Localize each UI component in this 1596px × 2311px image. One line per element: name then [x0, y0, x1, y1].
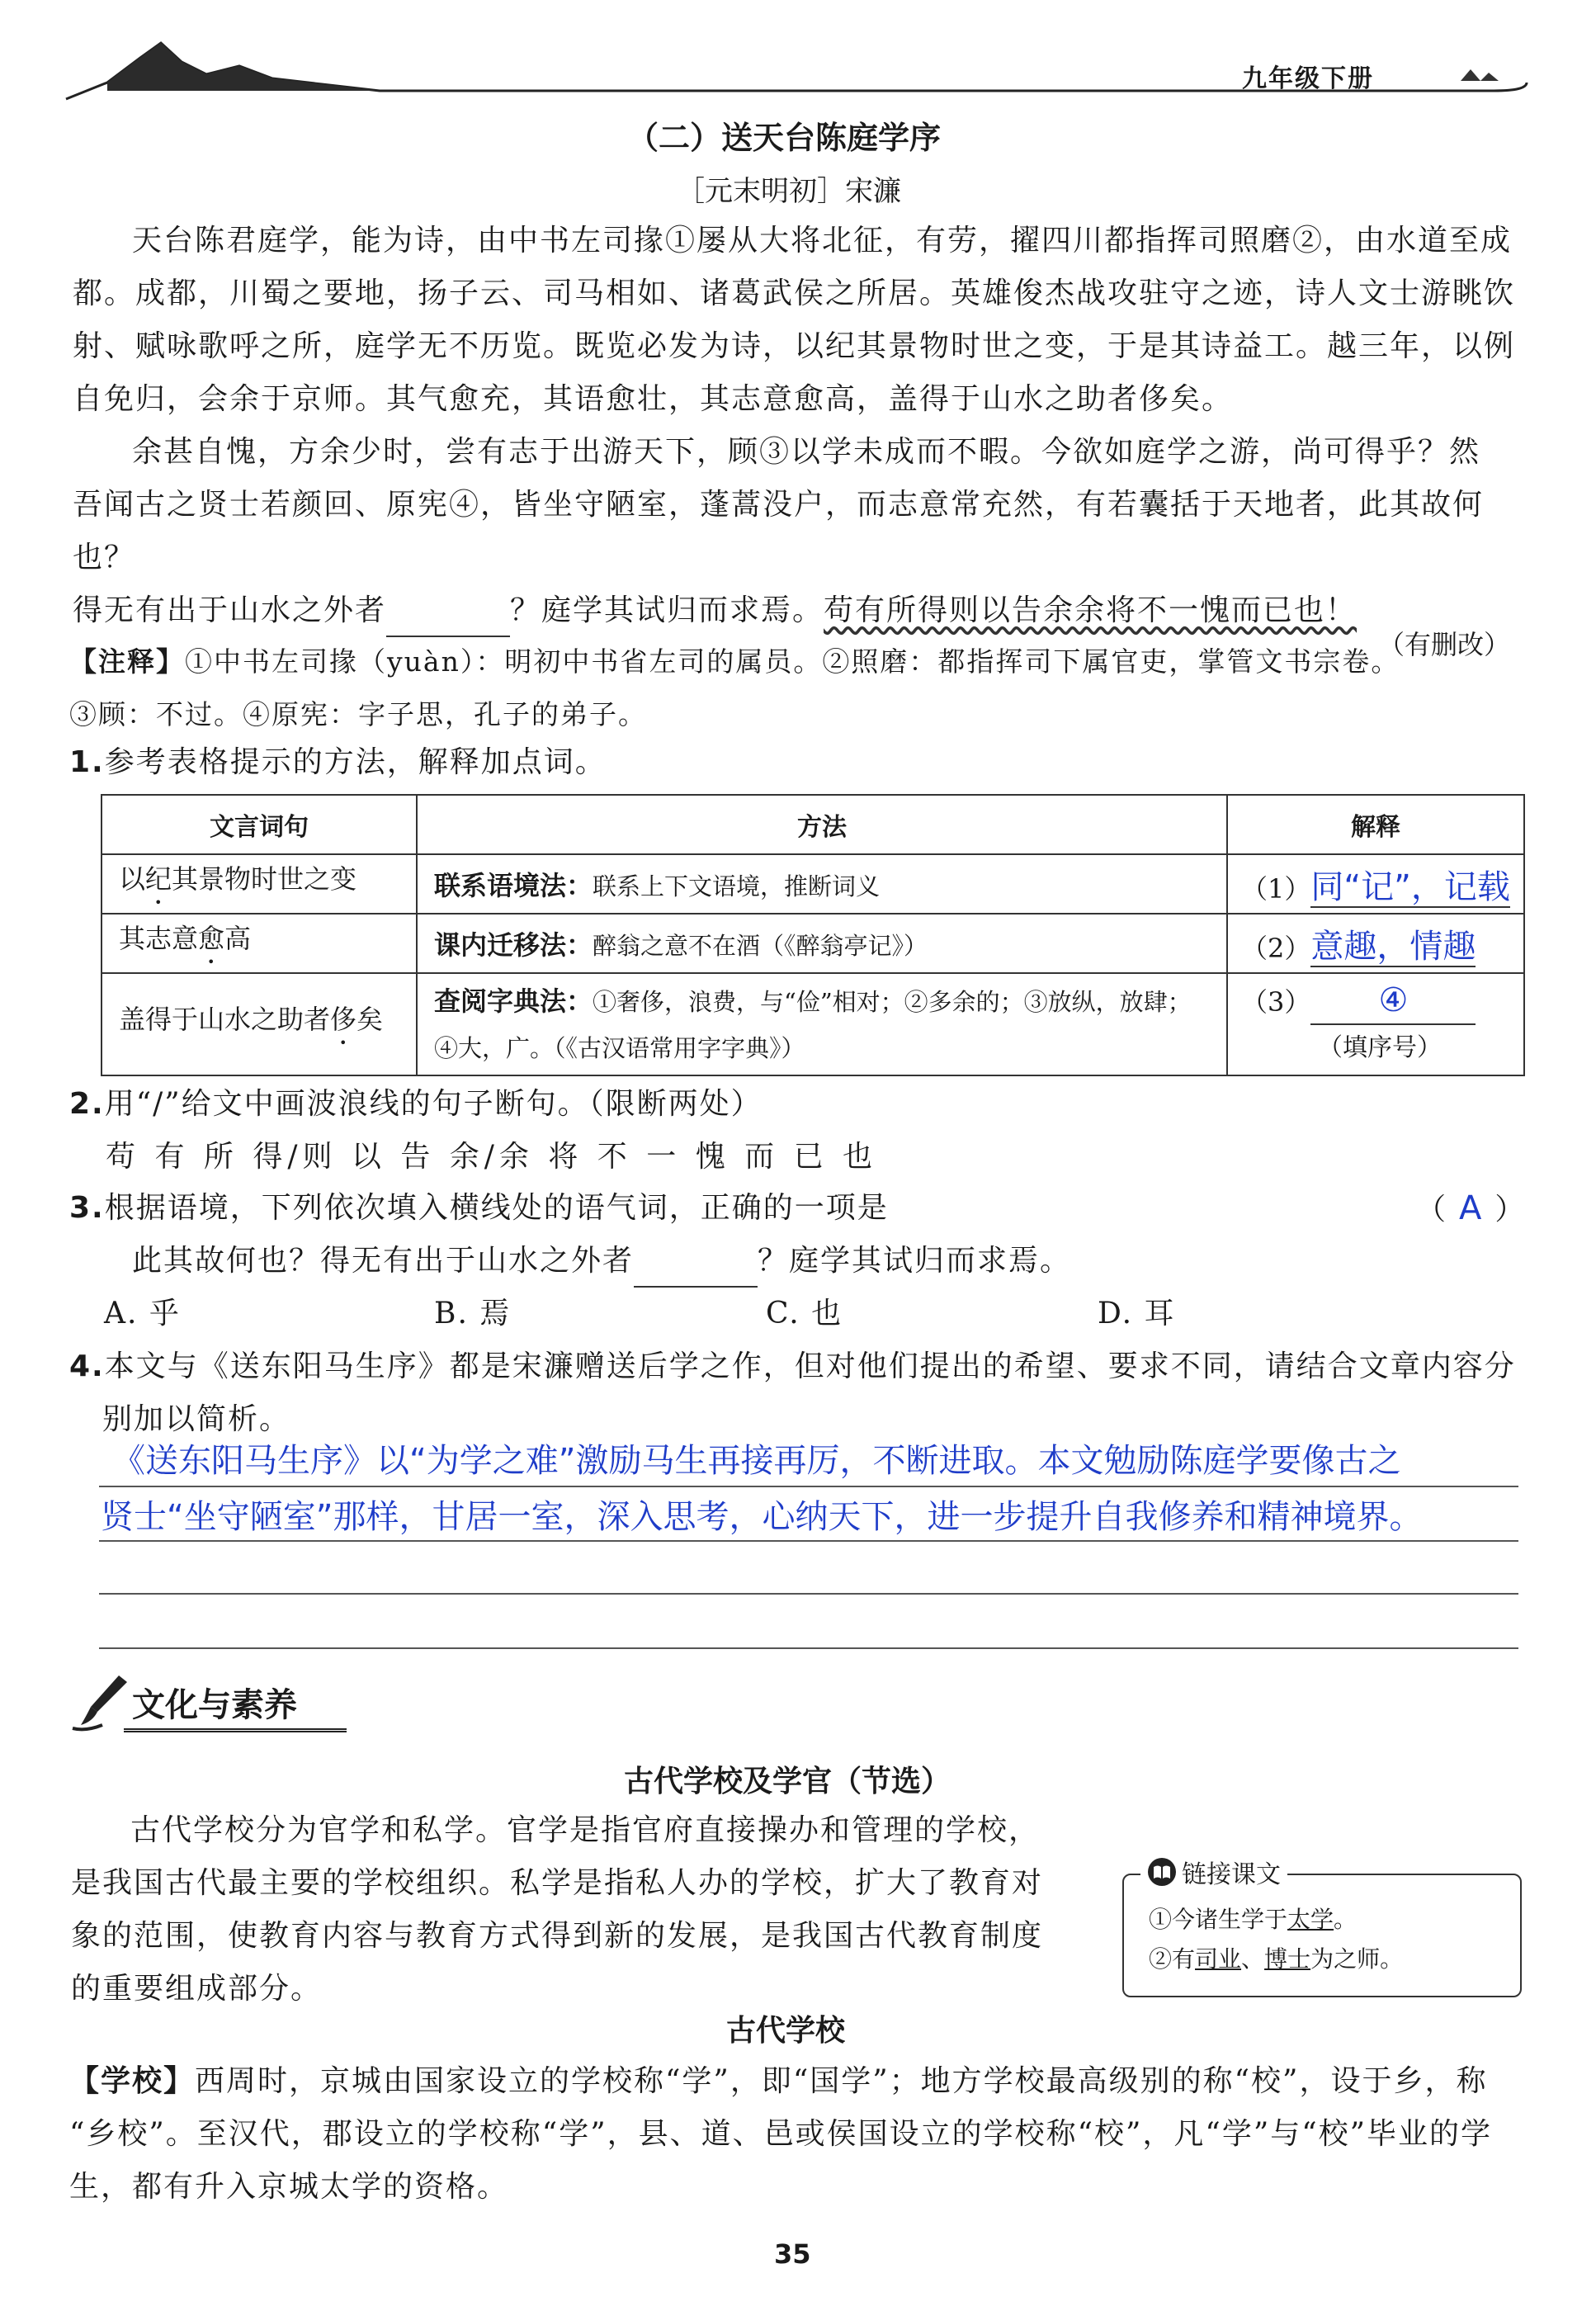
question-4	[69, 1340, 1546, 1446]
method-table	[101, 794, 1525, 1076]
q3-text: 根据语境，下列依次填入横线处的语气词，正确的一项是	[104, 1191, 889, 1225]
para1-line: 天台陈君庭学，能为诗，由中书左司掾①屡从大将北征，有劳，擢四川都指挥司照磨②，由水道至成	[132, 224, 1513, 258]
page-number: 35	[774, 2238, 811, 2270]
table-header-row	[102, 795, 1524, 854]
table-row	[102, 973, 1524, 1075]
para1-line: 射、赋咏歌呼之所，庭学无不历览。既览必发为诗，以纪其景物时世之变，于是其诗益工。越三年，以例	[73, 329, 1516, 363]
q4-text-line-1: 本文与《送东阳马生序》都是宋濂赠送后学之作，但对他们提出的希望、要求不同，请结合文章内容分	[104, 1349, 1516, 1383]
phrase-cell: 盖得于山水之助者侈矣	[102, 973, 417, 1075]
fill-hint: （填序号）	[1318, 1033, 1442, 1062]
col-header: 文言词句	[102, 795, 417, 854]
para2-line: 吾闻古之贤士若颜回、原宪④，皆坐守陋室，蓬蒿没户，而志意常充然，有若囊括于天地者，此其故何也？	[73, 488, 1485, 574]
q3-option-b: B. 焉	[434, 1297, 512, 1330]
answer-cell: （2）意趣，情趣	[1227, 914, 1524, 973]
dotted-word: 纪	[145, 862, 172, 895]
article-paragraph-1	[73, 215, 1542, 426]
q2-number: 2.	[69, 1087, 105, 1121]
col-header: 方法	[417, 795, 1227, 854]
culture-line: 是我国古代最主要的学校组织。私学是指私人办的学校，扩大了教育对	[71, 1866, 1044, 1900]
schools-paragraph	[69, 2055, 1546, 2214]
dotted-word: 侈	[330, 1003, 357, 1035]
q3-sentence: 此其故何也？得无有出于山水之外者 ？庭学其试归而求焉。	[132, 1235, 1071, 1288]
method-cell: 联系语境法：联系上下文语境，推断词义	[417, 854, 1227, 914]
q3-option-a: A. 乎	[104, 1297, 181, 1330]
culture-line: 的重要组成部分。	[71, 1972, 323, 2006]
method-cell: 查阅字典法：①奢侈，浪费，与“俭”相对；②多余的；③放纵，放肆； ④大，广。（《古汉语常用字字典》）	[417, 973, 1227, 1075]
q4-text-line-2: 别加以简析。	[102, 1402, 291, 1436]
article-title: （二）送天台陈庭学序	[627, 120, 942, 156]
method-cell: 课内迁移法：醉翁之意不在酒（《醉翁亭记》）	[417, 914, 1227, 973]
fill-blank	[634, 1258, 758, 1288]
article-author: ［元末明初］宋濂	[677, 175, 901, 208]
schools-line: 生，都有升入京城太学的资格。	[69, 2170, 509, 2204]
phrase-cell: 以纪其景物时世之变	[102, 854, 417, 914]
q1-number: 1.	[69, 745, 105, 779]
link-box-label: 链接课文	[1140, 1854, 1287, 1890]
q3-number: 3.	[69, 1191, 105, 1225]
question-3	[69, 1182, 889, 1235]
fill-blank	[386, 607, 510, 637]
notes-line-2: ③顾：不过。④原宪：字子思，孔子的弟子。	[69, 698, 647, 730]
section-divider	[124, 1728, 347, 1732]
q3-option-d: D. 耳	[1098, 1297, 1176, 1330]
q1-text: 参考表格提示的方法，解释加点词。	[104, 745, 607, 779]
schools-label: 【学校】	[69, 2064, 196, 2098]
book-icon	[1147, 1857, 1177, 1887]
culture-line: 象的范围，使教育内容与教育方式得到新的发展，是我国古代教育制度	[71, 1919, 1044, 1953]
answer-line	[99, 1593, 1518, 1595]
schools-subtitle: 古代学校	[726, 2014, 846, 2048]
link-textbook-box	[1122, 1860, 1522, 1997]
link-line-2: ②有司业、博士为之师。	[1149, 1945, 1404, 1973]
brush-icon	[69, 1671, 135, 1737]
notes-line-1: ①中书左司掾（yuàn）：明初中书省左司的属员。②照磨：都指挥司下属官吏，掌管文书宗卷。	[185, 645, 1400, 678]
abridged-note: （有删改）	[1378, 629, 1511, 660]
grade-label: 九年级下册	[1242, 64, 1374, 93]
handwritten-choice: A	[1459, 1189, 1484, 1227]
answer-line	[99, 1486, 1518, 1487]
para2-text-a: 得无有出于山水之外者	[73, 593, 387, 627]
article-paragraph-2	[73, 426, 1542, 637]
culture-article-title: 古代学校及学官（节选）	[624, 1765, 951, 1798]
question-2	[69, 1078, 763, 1131]
question-1	[69, 736, 607, 789]
table-row	[102, 914, 1524, 973]
q4-number: 4.	[69, 1349, 105, 1383]
answer-cell: （3） ④ （填序号）	[1227, 973, 1524, 1075]
notes	[69, 636, 1546, 741]
answer-line	[99, 1540, 1518, 1542]
answer-line	[99, 1647, 1518, 1649]
phrase-cell: 其志意愈高	[102, 914, 417, 973]
q4-handwritten-answer-line-2: 贤士“坐守陋室”那样，甘居一室，深入思考，心纳天下，进一步提升自我修养和精神境界。	[101, 1498, 1423, 1536]
q3-answer-bracket: （ A ）	[1416, 1189, 1527, 1227]
answer-cell: （1）同“记”，记载	[1227, 854, 1524, 914]
para2-line: 余甚自愧，方余少时，尝有志于出游天下，顾③以学未成而不暇。今欲如庭学之游，尚可得乎？然	[132, 435, 1481, 469]
q2-answer-sentence: 苟 有 所 得/则 以 告 余/余 将 不 一 愧 而 已 也	[106, 1140, 878, 1174]
culture-section-title: 文化与素养	[132, 1686, 297, 1724]
schools-line: 西周时，京城由国家设立的学校称“学”，即“国学”；地方学校最高级别的称“校”，设于乡，称	[195, 2064, 1488, 2098]
col-header: 解释	[1227, 795, 1524, 854]
handwritten-answer: ④	[1310, 977, 1476, 1025]
link-line-1: ①今诸生学于太学。	[1149, 1906, 1358, 1933]
para1-line: 自免归，会余于京师。其气愈充，其语愈壮，其志意愈高，盖得于山水之助者侈矣。	[73, 382, 1234, 416]
handwritten-answer: 意趣，情趣	[1310, 927, 1476, 966]
table-row	[102, 854, 1524, 914]
para2-line-3	[73, 584, 1542, 637]
para1-line: 都。成都，川蜀之要地，扬子云、司马相如、诸葛武侯之所居。英雄俊杰战攻驻守之迹，诗人文士游眺饮	[73, 276, 1516, 310]
wavy-underlined-sentence: 苟有所得则以告余余将不一愧而已也！	[824, 593, 1358, 627]
handwritten-answer: 同“记”，记载	[1310, 867, 1510, 906]
para2-text-b: ？庭学其试归而求焉。	[510, 593, 824, 627]
schools-line: “乡校”。至汉代，郡设立的学校称“学”，县、道、邑或侯国设立的学校称“校”，凡“学”与“校”毕业的学	[69, 2117, 1493, 2151]
q4-handwritten-answer-line-1: 《送东阳马生序》以“为学之难”激励马生再接再厉，不断进取。本文勉励陈庭学要像古之	[112, 1442, 1401, 1480]
notes-label: 【注释】	[69, 645, 185, 678]
dotted-word: 愈	[198, 922, 225, 954]
q2-text: 用“/”给文中画波浪线的句子断句。（限断两处）	[104, 1087, 763, 1121]
culture-line: 古代学校分为官学和私学。官学是指官府直接操办和管理的学校，	[130, 1813, 1041, 1847]
culture-paragraph	[71, 1804, 1111, 2016]
q3-option-c: C. 也	[766, 1297, 843, 1330]
